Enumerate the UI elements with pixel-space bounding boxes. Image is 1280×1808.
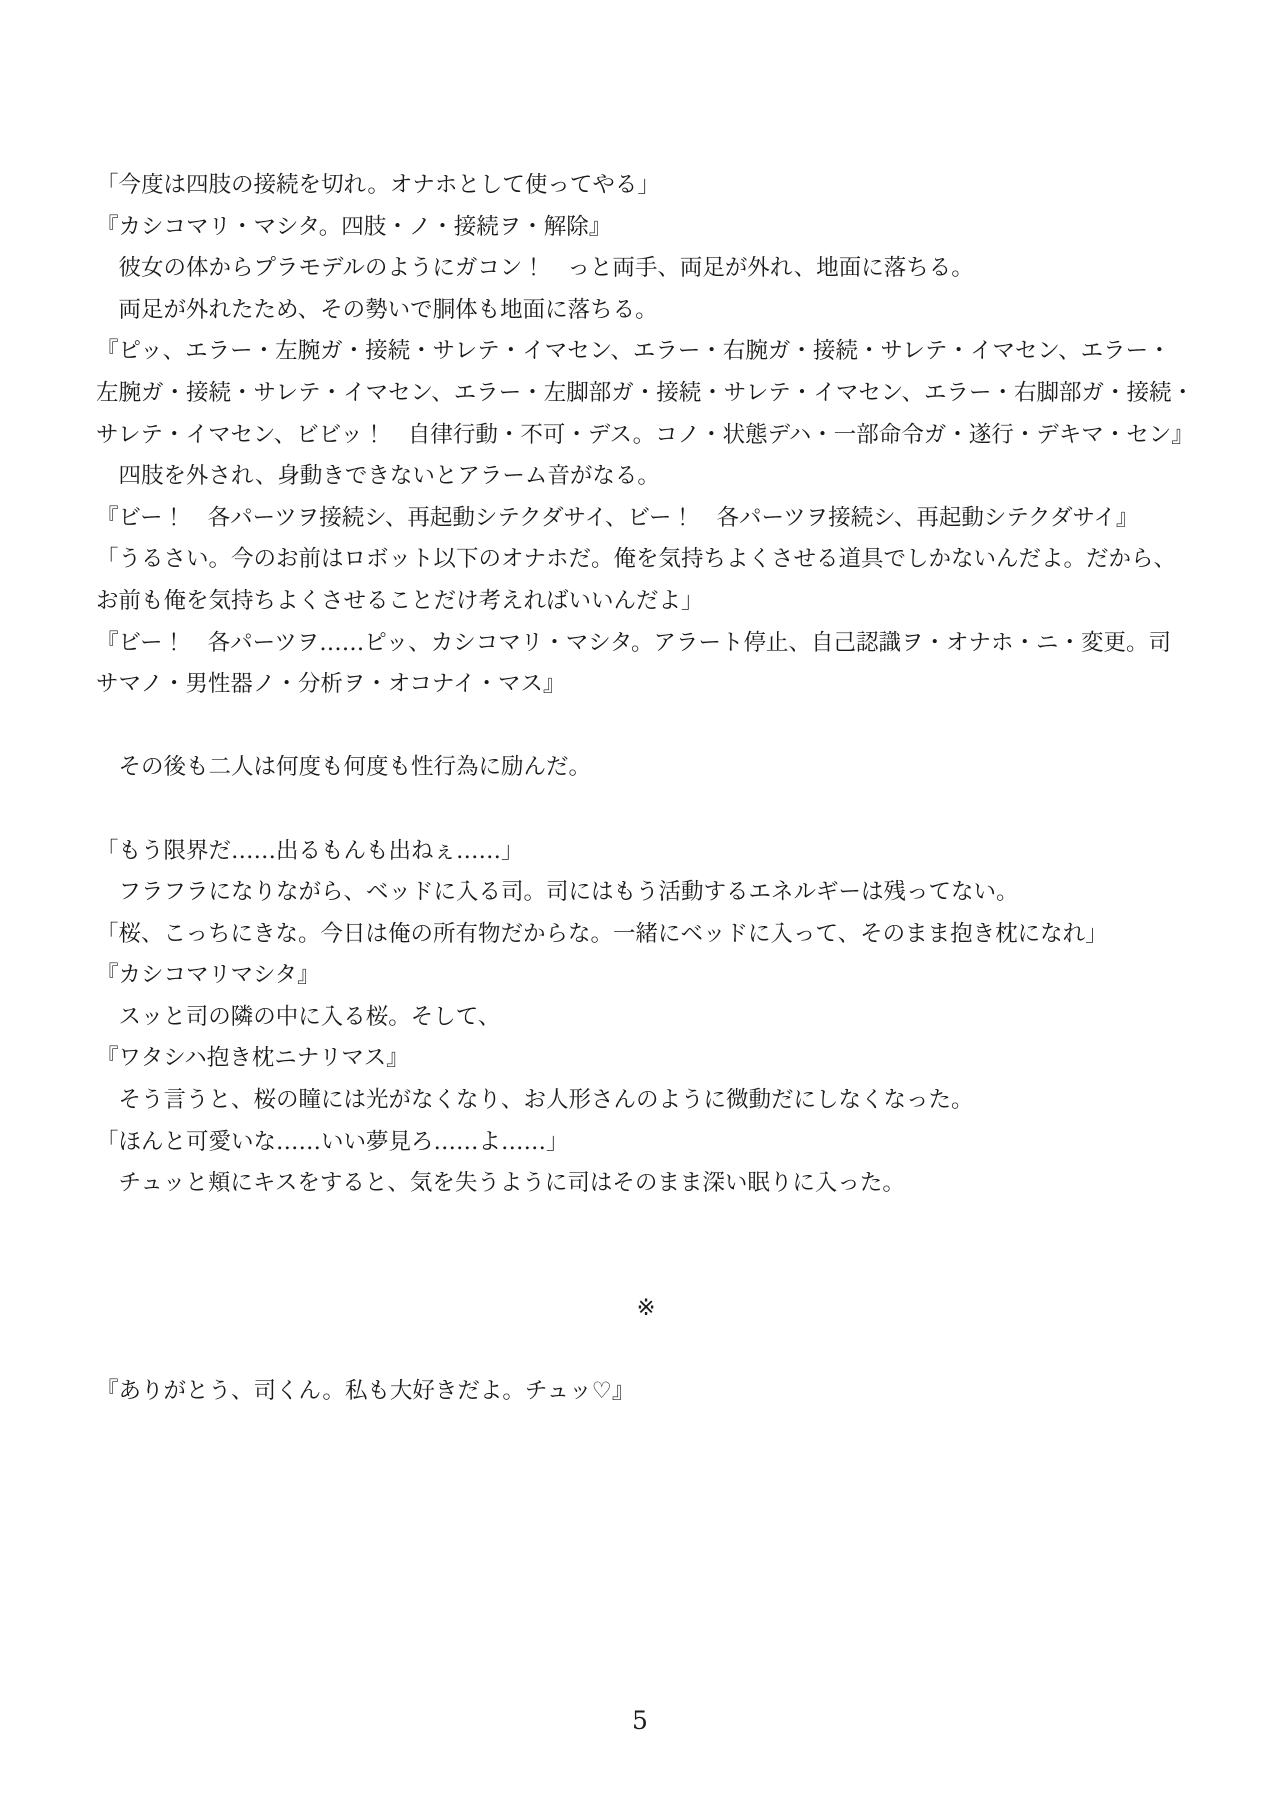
text-line: サレテ・イマセン、ビビッ！ 自律行動・不可・デス。コノ・状態デハ・一部命令ガ・遂行・デキマ・セン』 (96, 421, 1194, 448)
text-line: 両足が外れたため、その勢いで胴体も地面に落ちる。 (96, 296, 658, 323)
text-line: フラフラになりながら、ベッドに入る司。司にはもう活動するエネルギーは残ってない。 (96, 879, 1019, 906)
text-line: 「今度は四肢の接続を切れ。オナホとして使ってやる」 (96, 172, 660, 198)
blank-line (96, 1205, 1196, 1247)
text-line: 「うるさい。今のお前はロボット以下のオナホだ。俺を気持ちよくさせる道具でしかないんだよ。だから、 (96, 546, 1177, 573)
blank-line (96, 706, 1196, 748)
text-line: 『ビー！ 各パーツヲ接続シ、再起動シテクダサイ、ビー！ 各パーツヲ接続シ、再起動シテクダサイ』 (96, 504, 1139, 531)
page-number: 5 (632, 1706, 648, 1735)
text-line: チュッと頬にキスをすると、気を失うように司はそのまま深い眠りに入った。 (96, 1170, 905, 1197)
text-line: そう言うと、桜の瞳には光がなくなり、お人形さんのように微動だにしなくなった。 (96, 1087, 974, 1114)
text-line: 『カシコマリ・マシタ。四肢・ノ・接続ヲ・解除』 (96, 213, 612, 240)
blank-line (96, 789, 1196, 831)
text-line: サマノ・男性器ノ・分析ヲ・オコナイ・マス』 (96, 671, 566, 698)
text-line: 『ビー！ 各パーツヲ……ピッ、カシコマリ・マシタ。アラート停止、自己認識ヲ・オナホ・ニ・変更。司 (96, 629, 1172, 656)
blank-line (96, 1330, 1196, 1372)
text-line: 「もう限界だ……出るもんも出ねぇ……」 (96, 837, 524, 864)
text-line: 『ピッ、エラー・左腕ガ・接続・サレテ・イマセン、エラー・右腕ガ・接続・サレテ・イマセン、エラー・ (96, 338, 1171, 365)
text-line: お前も俺を気持ちよくさせることだけ考えればいいんだよ」 (96, 587, 704, 614)
text-line: スッと司の隣の中に入る桜。そして、 (96, 1003, 501, 1030)
text-line: 四肢を外され、身動きできないとアラーム音がなる。 (96, 463, 660, 490)
blank-line (96, 1246, 1196, 1288)
text-line: 左腕ガ・接続・サレテ・イマセン、エラー・左脚部ガ・接続・サレテ・イマセン、エラー・右脚部ガ・接続・ (96, 379, 1195, 406)
text-line: 「桜、こっちにきな。今日は俺の所有物だからな。一緒にベッドに入って、そのまま抱き枕になれ」 (96, 920, 1108, 947)
text-line: 彼女の体からプラモデルのようにガコン！ っと両手、両足が外れ、地面に落ちる。 (96, 255, 974, 282)
text-line: 『カシコマリマシタ』 (96, 962, 320, 989)
page-text (96, 165, 1196, 1413)
text-line: 『ワタシハ抱き枕ニナリマス』 (96, 1045, 409, 1072)
text-line: ※ (636, 1295, 656, 1322)
text-line: その後も二人は何度も何度も性行為に励んだ。 (96, 754, 592, 781)
text-line: 『ありがとう、司くん。私も大好きだよ。チュッ♡』 (96, 1378, 635, 1405)
text-line: 「ほんと可愛いな……いい夢見ろ……よ……」 (96, 1128, 569, 1155)
